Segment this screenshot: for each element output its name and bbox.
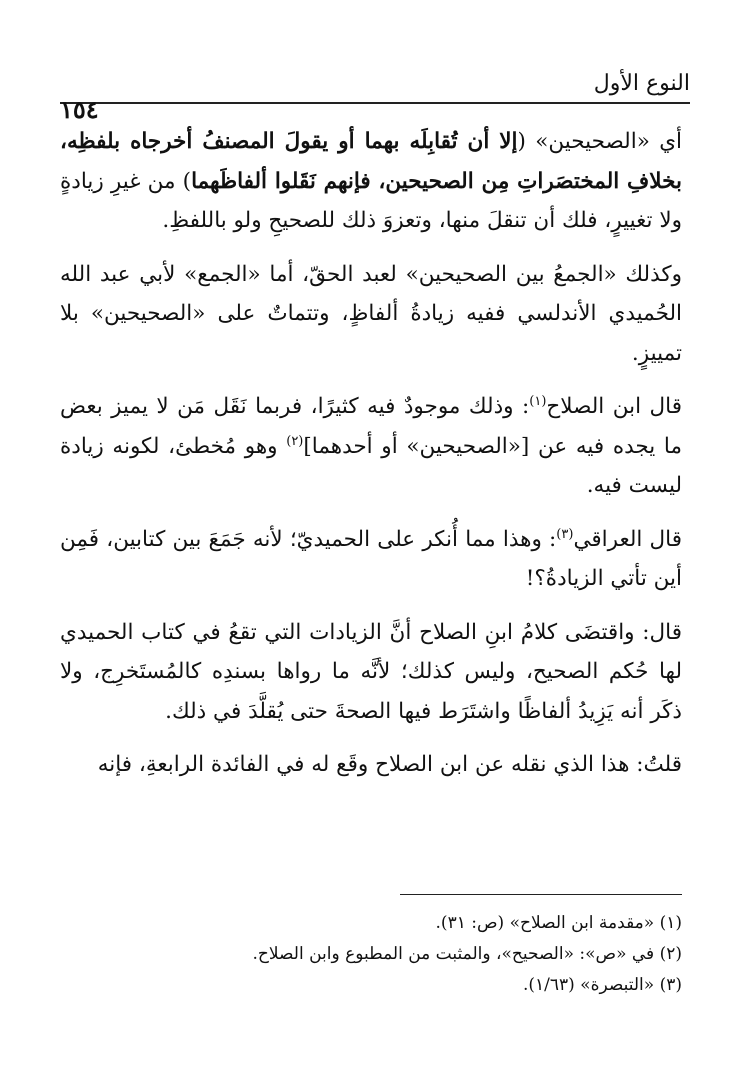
footnote-2: (٢) في «ص»: «الصحيح»، والمثبت من المطبوع وابن الصلاح. xyxy=(252,944,682,964)
paragraph-1 xyxy=(60,122,682,241)
paragraph-3-text-a: قال ابن الصلاح xyxy=(546,394,682,419)
paragraph-5: قال: واقتضَى كلامُ ابنِ الصلاح أنَّ الزيادات التي تقعُ في كتاب الحميدي لها حُكم الصحيح، وليس كذلك؛ لأنَّه ما رواها بسندِه كالمُستَخرِج، ولا ذكَر أنه يَزِيدُ ألفاظًا واشتَرَط فيها الصحةَ حتى يُقلَّدَ في ذلك. xyxy=(60,619,682,724)
running-title: النوع الأول xyxy=(593,71,690,96)
paragraph-3 xyxy=(60,387,682,506)
paragraph-1-text-a: أي «الصحيحين» ( xyxy=(517,129,682,154)
paragraph-4-text-a: قال العراقي xyxy=(573,526,683,552)
paragraph-1-text-b: ) من غيرِ زيادةٍ ولا تغييرٍ، فلك أن تنقلَ منها، وتعزوَ ذلك للصحيحِ ولو باللفظِ. xyxy=(60,168,682,233)
quoted-bold-text: إلا أن تُقابِلَه بهما أو يقولَ المصنفُ أخرجاه بلفظِه، بخلافِ المختصَراتِ مِن الصحيحين، فإنهم نَقَلوا ألفاظَهما xyxy=(60,129,682,194)
paragraph-6: قلتُ: هذا الذي نقله عن ابن الصلاح وقَع له في الفائدة الرابعةِ، فإنه xyxy=(97,752,682,777)
page-header xyxy=(60,58,690,124)
footnote-divider xyxy=(400,894,682,895)
footnote-ref-2: (٢) xyxy=(286,433,304,449)
footnote-3: (٣) «التبصرة» (١/٦٣). xyxy=(522,975,682,995)
paragraph-3-text-c: وهو مُخطئ، لكونه زيادة ليست فيه. xyxy=(60,433,682,498)
paragraph-4-text-b: : وهذا مما أُنكر على الحميديّ؛ لأنه جَمَعَ بين كتابين، فَمِن أين تأتي الزيادةُ؟! xyxy=(60,526,682,591)
paragraph-2: وكذلك «الجمعُ بين الصحيحين» لعبد الحقّ، أما «الجمع» لأبي عبد الله الحُميدي الأندلسي ففيه زيادةُ ألفاظٍ، وتتماتٌ على «الصحيحين» بلا تمييزٍ. xyxy=(60,261,682,366)
footnote-ref-3: (٣) xyxy=(556,526,574,542)
paragraph-4 xyxy=(60,520,682,599)
footnote-1: (١) «مقدمة ابن الصلاح» (ص: ٣١). xyxy=(435,913,682,933)
footnote-ref-1: (١) xyxy=(529,393,547,409)
footnotes xyxy=(60,908,682,1001)
page-number: ١٥٤ xyxy=(60,95,99,124)
main-text xyxy=(60,122,682,799)
paragraph-3-text-b: : وذلك موجودٌ فيه كثيرًا، فربما نَقَل مَن لا يميز بعض ما يجده فيه عن [«الصحيحين» أو أحدهما] xyxy=(60,394,682,459)
